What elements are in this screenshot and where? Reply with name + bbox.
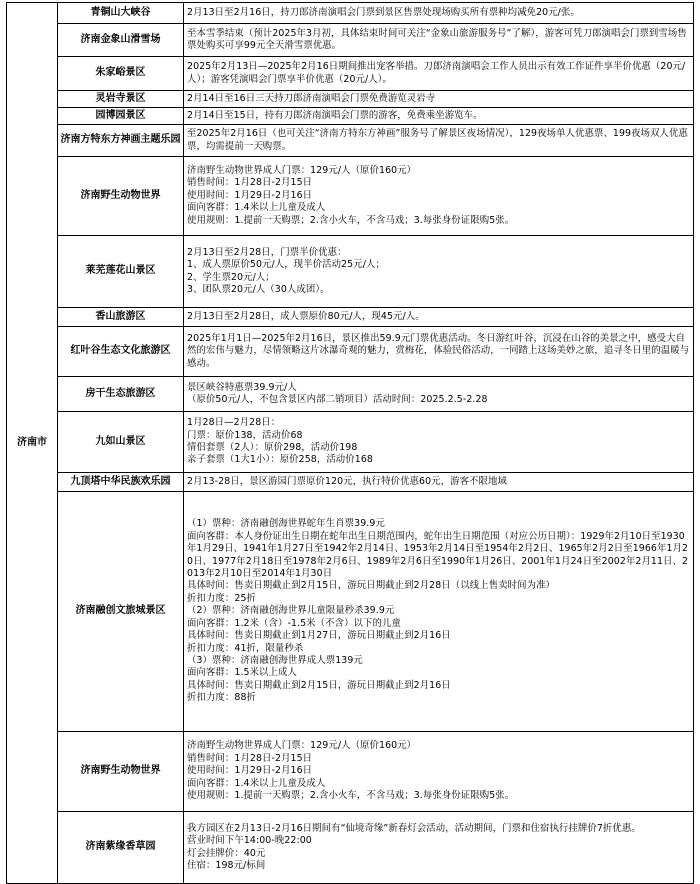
description-line: 销售时间：1月28日-2月15日 xyxy=(187,752,313,764)
description-line: 面向客群：1.5米以上成人 xyxy=(187,667,297,679)
city-cell: 济南市 xyxy=(7,3,58,884)
table-row xyxy=(7,377,694,412)
description-line: 使用规则：1.提前一天购票；2.含小火车，不含马戏；3.每张身份证限购5张。 xyxy=(187,790,515,802)
description-line: 2月13日至2月28日，成人票原价80元/人，现45元/人。 xyxy=(187,310,425,322)
discount-description xyxy=(184,157,694,236)
discount-description xyxy=(184,327,694,377)
description-line: 使用时间：1月29日-2月16日 xyxy=(187,765,313,777)
description-line: 2025年1月1日—2025年2月16日，景区推出59.9元门票优惠活动。冬日游红叶谷，沉浸在山谷的美景之中，感受大自然的宏伟与魅力，尽情领略这片冰瀑奇观的魅力，赏梅花，体验民俗活动，一同踏上这场美妙之旅，追寻冬日里的温暖与感动。 xyxy=(187,332,690,369)
scenic-area-name: 青铜山大峡谷 xyxy=(58,3,184,24)
table-row xyxy=(7,125,694,157)
table-row xyxy=(7,732,694,812)
scenic-area-name: 九顶塔中华民族欢乐园 xyxy=(58,473,184,492)
scenic-area-name: 济南融创文旅城景区 xyxy=(58,492,184,732)
scenic-area-name: 灵岩寺景区 xyxy=(58,91,184,108)
scenic-area-name: 朱家峪景区 xyxy=(58,57,184,91)
description-line: 济南野生动物世界成人门票：129元/人（原价160元） xyxy=(187,740,417,752)
discount-description xyxy=(184,236,694,308)
description-line: 门票：原价138，活动价68 xyxy=(187,429,303,441)
scenic-area-name: 济南紫缘香草园 xyxy=(58,812,184,884)
table-row xyxy=(7,157,694,236)
description-line: 2025年2月13日—2025年2月16日期间推出宠客举措。刀郎济南演唱会工作人员出示有效工作证件享半价优惠（20元/人）；游客凭演唱会门票享半价优惠（20元/人）。 xyxy=(187,61,686,85)
discount-description xyxy=(184,91,694,108)
table-row xyxy=(7,24,694,57)
description-line: 折扣力度：88折 xyxy=(187,692,256,704)
description-line: 情侣套票（2人）：原价298，活动价198 xyxy=(187,442,358,453)
discount-description xyxy=(184,125,694,157)
description-line: 景区峡谷特惠票39.9元/人 xyxy=(187,381,297,393)
description-line: 营业时间下午14:00-晚22:00 xyxy=(187,835,312,847)
description-line: 2月14日至16日三天持刀郎济南演唱会门票免费游览灵岩寺 xyxy=(187,92,436,104)
discount-description xyxy=(184,377,694,412)
description-line: 面向客群：1.2米（含）-1.5米（不含）以下的儿童 xyxy=(187,617,401,629)
table-row xyxy=(7,492,694,732)
description-line: 至2025年2月16日（也可关注“济南方特东方神画”服务号了解景区夜场情况），129夜场单人优惠票、199夜场双人优惠票，均需提前一天购票。 xyxy=(187,128,688,152)
table-row xyxy=(7,57,694,91)
scenic-discount-table xyxy=(6,2,694,884)
description-line: 住宿：198元/标间 xyxy=(187,859,266,871)
table-row xyxy=(7,108,694,125)
description-line: 面向客群：本人身份证出生日期在蛇年出生日期范围内，蛇年出生日期范围（对应公历日期）：1929年2月10日至1930年1月29日、1941年1月27日至1942年2月14日、1953年2月14日至1954年2月2日、1965年2月2日至1966年1月20日、1977年2月18日至1978年2月6日、1989年2月6日至1990年1月26日、2001年1月24日至2002年2月11日、2013年2月10日至2014年1月30日 xyxy=(187,530,689,580)
table-row xyxy=(7,3,694,24)
scenic-area-name: 济南野生动物世界 xyxy=(58,732,184,812)
discount-description xyxy=(184,3,694,24)
discount-description xyxy=(184,412,694,473)
description-line: 济南野生动物世界成人门票：129元/人（原价160元） xyxy=(187,164,417,176)
discount-description xyxy=(184,57,694,91)
scenic-area-name: 莱芜莲花山景区 xyxy=(58,236,184,308)
description-line: 使用规则：1.提前一天购票；2.含小火车，不含马戏；3.每张身份证限购5张。 xyxy=(187,214,515,226)
table-row xyxy=(7,236,694,308)
table-row xyxy=(7,473,694,492)
description-line: 面向客群：1.4米以上儿童及成人 xyxy=(187,777,326,789)
discount-description xyxy=(184,473,694,492)
description-line: 1、成人票原价50元/人，现半价活动25元/人； xyxy=(187,259,385,271)
description-line: 折扣力度：25折 xyxy=(187,592,256,604)
description-line: 3、团队票20元/人（30人成团）。 xyxy=(187,283,330,295)
table-row xyxy=(7,91,694,108)
scenic-area-name: 红叶谷生态文化旅游区 xyxy=(58,327,184,377)
description-line: 使用时间：1月29日-2月16日 xyxy=(187,189,313,201)
scenic-area-name: 香山旅游区 xyxy=(58,308,184,327)
description-line: 2、学生票20元/人； xyxy=(187,271,275,283)
table-row xyxy=(7,327,694,377)
description-line: 2月13日至2月28日，门票半价优惠： xyxy=(187,246,347,258)
table-row xyxy=(7,812,694,884)
scenic-area-name: 济南金象山滑雪场 xyxy=(58,24,184,57)
description-line: 2月13日至2月16日，持刀郎济南演唱会门票到景区售票处现场购买所有票种均减免20元/张。 xyxy=(187,6,580,18)
scenic-area-name: 园博园景区 xyxy=(58,108,184,125)
description-line: （1）票种：济南融创海世界蛇年生肖票39.9元 xyxy=(187,518,385,530)
scenic-area-name: 济南方特东方神画主题乐园 xyxy=(58,125,184,157)
description-line: 销售时间：1月28日-2月15日 xyxy=(187,177,313,189)
description-line: 具体时间：售卖日期截止到2月15日，游玩日期截止到2月28日（以线上售卖时间为准） xyxy=(187,580,556,592)
table-row xyxy=(7,412,694,473)
discount-description xyxy=(184,812,694,884)
scenic-area-name: 九如山景区 xyxy=(58,412,184,473)
discount-description xyxy=(184,308,694,327)
description-line: 亲子套票（1大1小）：原价258，活动价168 xyxy=(187,454,373,466)
description-line: 1月28日—2月28日： xyxy=(187,417,281,429)
description-line: 灯会挂牌价：40元 xyxy=(187,847,266,859)
description-line: （2）票种：济南融创海世界儿童限量秒杀39.9元 xyxy=(187,605,395,617)
description-line: （3）票种：济南融创海世界成人票139元 xyxy=(187,654,363,666)
description-line: 面向客群：1.4米以上儿童及成人 xyxy=(187,202,326,214)
discount-description xyxy=(184,732,694,812)
scenic-area-name: 济南野生动物世界 xyxy=(58,157,184,236)
description-line: （原价50元/人，不包含景区内部二销项目）活动时间：2025.2.5-2.28 xyxy=(187,394,488,405)
discount-description xyxy=(184,492,694,732)
description-line: 2月14日至15日，持有刀郎济南演唱会门票的游客，免费乘坐游览车。 xyxy=(187,109,483,121)
description-line: 我方园区在2月13日-2月16日期间有“仙境奇缘”新春灯会活动，活动期间，门票和住宿执行挂牌价7折优惠。 xyxy=(187,822,641,834)
description-line: 具体时间：售卖日期截止到2月15日，游玩日期截止到2月16日 xyxy=(187,679,451,691)
description-line: 具体时间：售卖日期截止到1月27日，游玩日期截止到2月16日 xyxy=(187,630,451,642)
blank-line xyxy=(187,705,690,714)
description-line: 至本雪季结束（预计2025年3月初，具体结束时间可关注“金象山旅游服务号”了解），游客可凭刀郎演唱会门票到雪场售票处购买可享99元全天滑雪票优惠。 xyxy=(187,27,687,51)
discount-description xyxy=(184,108,694,125)
description-line: 2月13-28日，景区游园门票原价120元，执行特价优惠60元，游客不限地域 xyxy=(187,475,507,487)
description-line: 折扣力度：41折，限量秒杀 xyxy=(187,642,304,654)
discount-description xyxy=(184,24,694,57)
table-row xyxy=(7,308,694,327)
scenic-area-name: 房干生态旅游区 xyxy=(58,377,184,412)
table-body xyxy=(7,3,694,884)
